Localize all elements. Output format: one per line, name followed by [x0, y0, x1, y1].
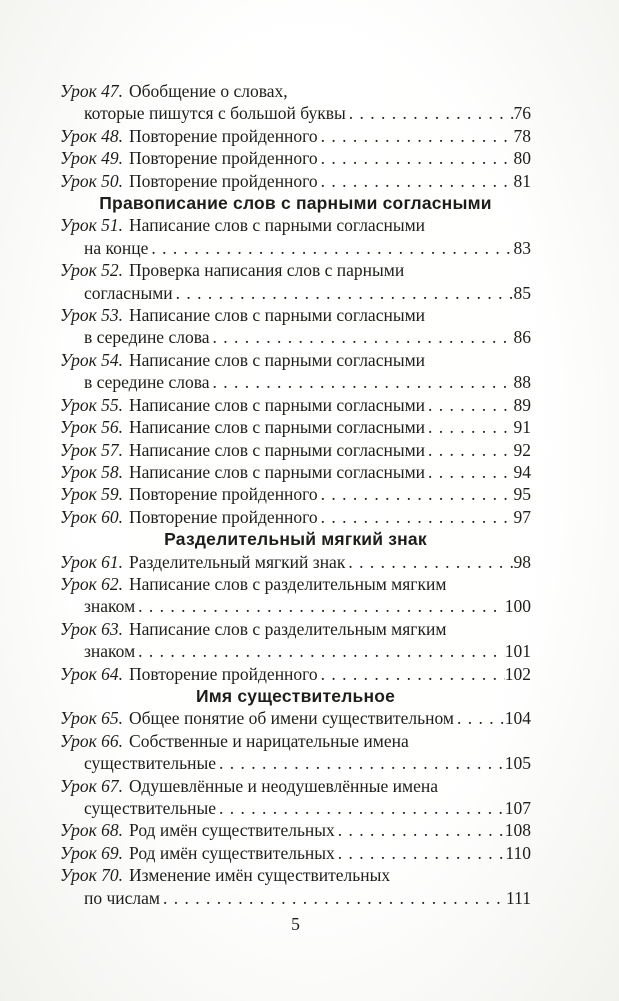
page-ref: 81 — [513, 170, 531, 191]
lesson-title: Повторение пройденного — [129, 148, 318, 169]
toc-entry-line — [60, 775, 531, 797]
toc-entry-line — [60, 506, 531, 528]
dot-leader — [173, 282, 514, 304]
toc-entry — [60, 214, 531, 259]
toc-entry — [60, 259, 531, 304]
toc-entry-line — [60, 819, 531, 841]
dot-leader — [148, 237, 513, 259]
toc-entry — [60, 483, 531, 505]
page-ref: 86 — [513, 327, 531, 348]
toc-entry — [60, 573, 531, 618]
toc-entry-line — [60, 707, 531, 729]
page-ref: 94 — [513, 461, 531, 482]
continuation-title: в середине слова — [84, 327, 210, 348]
lesson-label: Урок 62. — [60, 573, 124, 594]
dot-leader — [318, 170, 514, 192]
toc-entry — [60, 618, 531, 663]
toc-entry-line — [60, 259, 531, 281]
toc-entry — [60, 304, 531, 349]
continuation-title: по числам — [84, 887, 160, 908]
toc-entry — [60, 506, 531, 528]
toc-entry-line — [60, 125, 531, 147]
page-ref: 111 — [506, 887, 531, 908]
page-ref: 88 — [513, 372, 531, 393]
lesson-title: Проверка написания слов с парными — [129, 260, 405, 281]
toc-entry-line — [60, 439, 531, 461]
toc-entry-continuation — [60, 752, 531, 774]
dot-leader — [318, 125, 514, 147]
lesson-title: Род имён существительных — [129, 820, 335, 841]
toc-entry-continuation — [60, 797, 531, 819]
dot-leader — [454, 707, 505, 729]
lesson-label: Урок 51. — [60, 215, 124, 236]
lesson-label: Урок 50. — [60, 170, 124, 191]
lesson-label: Урок 68. — [60, 820, 124, 841]
page-ref: 89 — [513, 394, 531, 415]
lesson-title: Написание слов с разделительным мягким — [129, 573, 447, 594]
dot-leader — [335, 842, 506, 864]
continuation-title: согласными — [84, 282, 173, 303]
lesson-title: Повторение пройденного — [129, 506, 318, 527]
lesson-label: Урок 53. — [60, 305, 124, 326]
toc-entry-line — [60, 304, 531, 326]
toc-entry — [60, 439, 531, 461]
lesson-label: Урок 55. — [60, 394, 124, 415]
page-ref: 110 — [505, 842, 531, 863]
lesson-label: Урок 56. — [60, 417, 124, 438]
lesson-title: Собственные и нарицательные имена — [129, 730, 409, 751]
toc-entry — [60, 730, 531, 775]
lesson-label: Урок 67. — [60, 775, 124, 796]
toc-entry-line — [60, 663, 531, 685]
section-heading-text: Имя существительное — [195, 685, 396, 706]
toc-entry — [60, 864, 531, 909]
toc-entry — [60, 416, 531, 438]
page-ref: 83 — [513, 237, 531, 258]
page-ref: 100 — [504, 596, 531, 617]
lesson-label: Урок 70. — [60, 865, 124, 886]
toc-entry — [60, 707, 531, 729]
lesson-title: Написание слов с парными согласными — [129, 215, 426, 236]
page-ref: 104 — [504, 708, 531, 729]
lesson-label: Урок 48. — [60, 125, 124, 146]
toc-entry-line — [60, 573, 531, 595]
lesson-title: Написание слов с парными согласными — [129, 305, 426, 326]
dot-leader — [160, 887, 506, 909]
lesson-title: Написание слов с парными согласными — [129, 439, 426, 460]
lesson-title: Написание слов с разделительным мягким — [129, 618, 447, 639]
dot-leader — [425, 416, 513, 438]
page-ref: 101 — [504, 641, 531, 662]
page-ref: 102 — [504, 663, 531, 684]
lesson-label: Урок 65. — [60, 708, 124, 729]
page-ref: 85 — [513, 282, 531, 303]
toc-entry-line — [60, 416, 531, 438]
toc-entry — [60, 461, 531, 483]
dot-leader — [135, 595, 505, 617]
toc-entry — [60, 663, 531, 685]
continuation-title: существительные — [84, 798, 217, 818]
page-ref: 76 — [513, 103, 531, 124]
lesson-title: Написание слов с парными согласными — [129, 461, 426, 482]
toc-entry — [60, 775, 531, 820]
lesson-label: Урок 61. — [60, 551, 124, 572]
toc-entry-line — [60, 551, 531, 573]
toc-entry — [60, 170, 531, 192]
dot-leader — [425, 394, 513, 416]
page-ref: 92 — [513, 439, 531, 460]
dot-leader — [346, 102, 514, 124]
lesson-label: Урок 57. — [60, 439, 124, 460]
lesson-title: Написание слов с парными согласными — [129, 349, 426, 370]
continuation-title: знаком — [84, 641, 136, 662]
section-heading — [60, 192, 531, 214]
toc-entry — [60, 349, 531, 394]
toc-entry-continuation — [60, 102, 531, 124]
dot-leader — [335, 819, 505, 841]
page-ref: 91 — [513, 417, 531, 438]
page-ref: 108 — [504, 820, 531, 841]
toc-entry — [60, 842, 531, 864]
dot-leader — [210, 371, 514, 393]
continuation-title: которые пишутся с большой буквы — [84, 103, 346, 124]
lesson-title: Разделительный мягкий знак — [129, 551, 346, 572]
toc-entry-line — [60, 80, 531, 102]
dot-leader — [345, 551, 513, 573]
lesson-title: Повторение пройденного — [129, 125, 318, 146]
toc-entry-line — [60, 483, 531, 505]
lesson-title: Обобщение о словах, — [129, 81, 288, 101]
toc-entry-continuation — [60, 640, 531, 662]
dot-leader — [216, 797, 505, 819]
lesson-label: Урок 49. — [60, 148, 124, 169]
section-heading-text: Правописание слов с парными согласными — [99, 193, 492, 214]
folio-page-number: 5 — [291, 914, 300, 934]
toc-entry — [60, 147, 531, 169]
page-ref: 97 — [513, 506, 531, 527]
toc-entry-continuation — [60, 887, 531, 909]
lesson-label: Урок 66. — [60, 730, 124, 751]
page-ref: 105 — [504, 753, 531, 774]
page-ref: 95 — [513, 484, 531, 505]
toc-entry-line — [60, 864, 531, 886]
toc-entry-continuation — [60, 326, 531, 348]
lesson-title: Изменение имён существительных — [129, 865, 391, 886]
lesson-label: Урок 59. — [60, 484, 124, 505]
table-of-contents — [60, 80, 531, 909]
lesson-title: Общее понятие об имени существительном — [129, 708, 454, 729]
lesson-label: Урок 69. — [60, 842, 124, 863]
toc-entry-line — [60, 214, 531, 236]
dot-leader — [318, 483, 514, 505]
toc-entry-continuation — [60, 595, 531, 617]
toc-entry-continuation — [60, 237, 531, 259]
toc-entry-line — [60, 394, 531, 416]
lesson-label: Урок 64. — [60, 663, 124, 684]
section-heading — [60, 685, 531, 707]
page-ref: 80 — [513, 148, 531, 169]
toc-entry — [60, 819, 531, 841]
section-heading — [60, 528, 531, 550]
toc-entry-line — [60, 842, 531, 864]
toc-entry-continuation — [60, 371, 531, 393]
dot-leader — [318, 506, 514, 528]
dot-leader — [210, 326, 514, 348]
page-ref: 98 — [513, 551, 531, 572]
dot-leader — [216, 752, 505, 774]
section-heading-text: Разделительный мягкий знак — [164, 529, 427, 550]
toc-entry — [60, 394, 531, 416]
lesson-label: Урок 63. — [60, 618, 124, 639]
continuation-title: на конце — [84, 237, 149, 258]
lesson-title: Повторение пройденного — [129, 663, 318, 684]
lesson-title: Род имён существительных — [129, 842, 335, 863]
lesson-label: Урок 54. — [60, 349, 124, 370]
dot-leader — [135, 640, 505, 662]
lesson-title: Повторение пройденного — [129, 170, 318, 191]
toc-entry-line — [60, 147, 531, 169]
lesson-title: Одушевлённые и неодушевлённые имена — [129, 775, 438, 796]
continuation-title: существительные — [84, 753, 217, 774]
dot-leader — [425, 461, 513, 483]
toc-entry — [60, 80, 531, 125]
toc-entry-line — [60, 349, 531, 371]
lesson-title: Повторение пройденного — [129, 484, 318, 505]
toc-entry-line — [60, 170, 531, 192]
page-ref: 78 — [513, 125, 531, 146]
toc-entry-line — [60, 618, 531, 640]
toc-entry — [60, 551, 531, 573]
lesson-label: Урок 58. — [60, 461, 124, 482]
toc-entry-line — [60, 730, 531, 752]
dot-leader — [318, 147, 514, 169]
toc-entry-continuation — [60, 282, 531, 304]
lesson-label: Урок 47. — [60, 81, 124, 101]
page-ref: 107 — [504, 798, 531, 818]
lesson-label: Урок 60. — [60, 506, 124, 527]
continuation-title: знаком — [84, 596, 136, 617]
continuation-title: в середине слова — [84, 372, 210, 393]
lesson-label: Урок 52. — [60, 260, 124, 281]
dot-leader — [318, 663, 505, 685]
lesson-title: Написание слов с парными согласными — [129, 394, 426, 415]
lesson-title: Написание слов с парными согласными — [129, 417, 426, 438]
toc-entry — [60, 125, 531, 147]
dot-leader — [425, 439, 513, 461]
toc-entry-line — [60, 461, 531, 483]
